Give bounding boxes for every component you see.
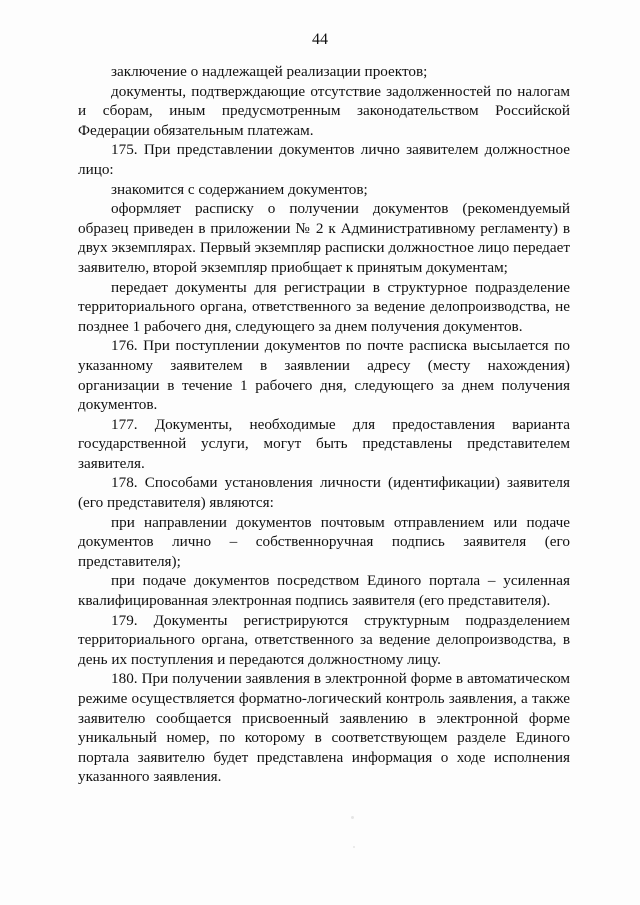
paragraph: при направлении документов почтовым отправлением или подаче документов лично – собственноручная подпись заявителя (его представителя); [78, 513, 570, 570]
paragraph: знакомится с содержанием документов; [111, 180, 368, 198]
paragraph: 178. Способами установления личности (идентификации) заявителя (его представителя) являются: [78, 474, 570, 512]
paragraph: 176. При поступлении документов по почте расписка высылается по указанному заявителем в заявлении адресу (месту нахождения) организации в течение 1 рабочего дня, следующего за днем получения документов. [78, 337, 570, 414]
paragraph: 180. При получении заявления в электронной форме в автоматическом режиме осуществляется форматно-логический контроль заявления, а также заявителю сообщается присвоенный заявлению в электронной форме уникальный номер, по которому в соответствующем разделе Единого портала заявителю будет представлена информация о ходе исполнения указанного заявления. [78, 670, 570, 786]
paragraph: документы, подтверждающие отсутствие задолженностей по налогам и сборам, иным предусмотренным законодательством Российской Федерации обязательным платежам. [78, 82, 570, 139]
paragraph: 179. Документы регистрируются структурным подразделением территориального органа, ответственного за ведение делопроизводства, в день их поступления и передаются должностному лицу. [78, 611, 570, 668]
document-body [78, 62, 570, 787]
paragraph: передает документы для регистрации в структурное подразделение территориального органа, ответственного за ведение делопроизводства, не позднее 1 рабочего дня, следующего за днем получения документов. [78, 278, 570, 335]
paragraph: заключение о надлежащей реализации проектов; [111, 63, 428, 80]
paragraph: 175. При представлении документов лично заявителем должностное лицо: [78, 141, 570, 178]
page-number: 44 [312, 31, 328, 48]
paragraph: оформляет расписку о получении документов (рекомендуемый образец приведен в приложении № 2 к Административному регламенту) в двух экземплярах. Первый экземпляр расписки должностное лицо передает заявителю, второй экземпляр приобщает к принятым документам; [78, 200, 570, 276]
paragraph: при подаче документов посредством Единого портала – усиленная квалифицированная электронная подпись заявителя (его представителя). [78, 572, 570, 610]
scan-speck [353, 846, 355, 848]
scan-speck [351, 816, 354, 819]
paragraph: 177. Документы, необходимые для предоставления варианта государственной услуги, могут быть представлены представителем заявителя. [78, 415, 570, 472]
